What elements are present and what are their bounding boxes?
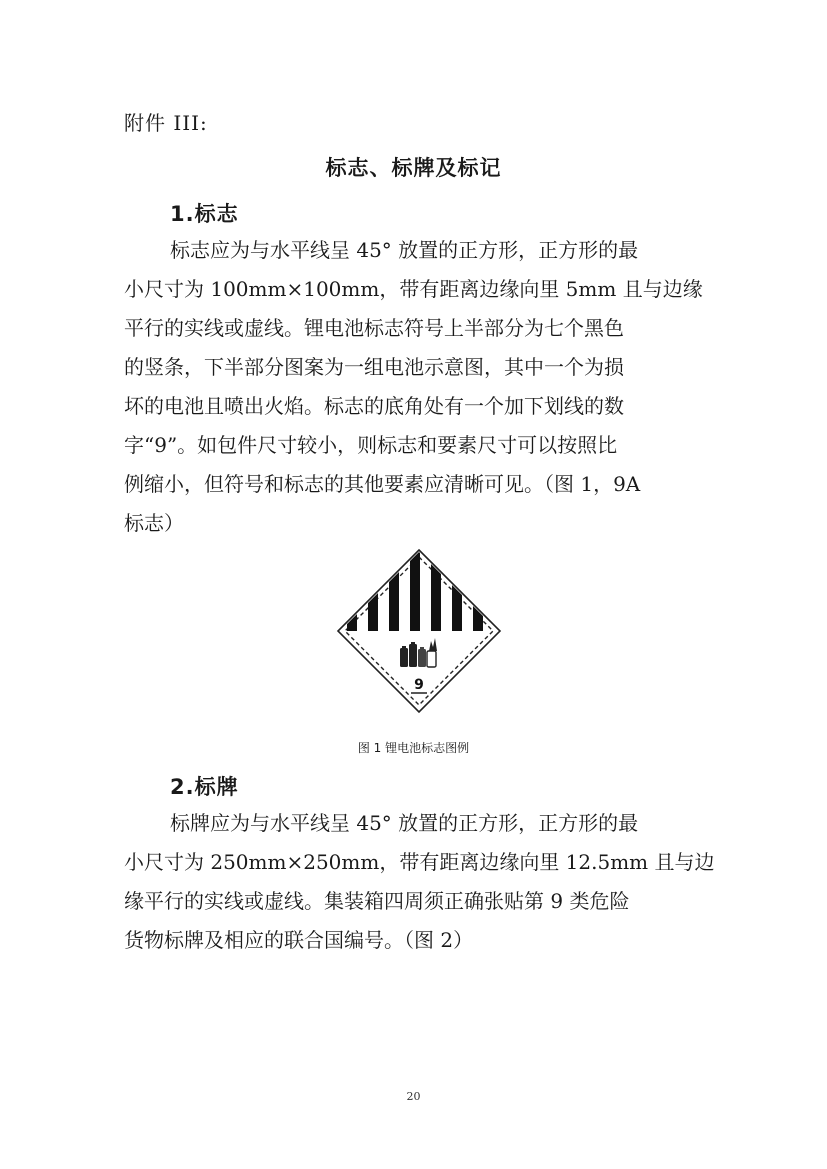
section-1-heading: 1.标志: [170, 202, 239, 226]
paragraph-line: 缘平行的实线或虚线。集装箱四周须正确张贴第 9 类危险: [124, 889, 630, 913]
page-title: 标志、标牌及标记: [325, 156, 502, 180]
figure-caption: 图 1 锂电池标志图例: [357, 741, 470, 755]
paragraph-line: 坏的电池且喷出火焰。标志的底角处有一个加下划线的数: [124, 394, 624, 418]
section-2-paragraph: [124, 804, 715, 960]
section-1-paragraph: [124, 231, 703, 543]
paragraph-line: 标志应为与水平线呈 45° 放置的正方形，正方形的最: [170, 238, 639, 262]
paragraph-line: 小尺寸为 100mm×100mm，带有距离边缘向里 5mm 且与边缘: [124, 277, 703, 301]
annex-label: 附件 III:: [124, 111, 208, 135]
paragraph-line: 标牌应为与水平线呈 45° 放置的正方形，正方形的最: [170, 811, 639, 835]
paragraph-line: 平行的实线或虚线。锂电池标志符号上半部分为七个黑色: [124, 316, 624, 340]
lithium-battery-hazard-label: [336, 548, 502, 714]
class-number: 9: [414, 677, 424, 693]
paragraph-line: 字“9”。如包件尺寸较小，则标志和要素尺寸可以按照比: [124, 433, 618, 457]
page-number: 20: [406, 1090, 421, 1103]
paragraph-line: 小尺寸为 250mm×250mm，带有距离边缘向里 12.5mm 且与边: [124, 850, 715, 874]
paragraph-line: 标志）: [124, 511, 184, 535]
section-2-heading: 2.标牌: [170, 775, 239, 799]
paragraph-line: 例缩小，但符号和标志的其他要素应清晰可见。（图 1，9A: [124, 472, 641, 496]
paragraph-line: 的竖条，下半部分图案为一组电池示意图，其中一个为损: [124, 355, 624, 379]
paragraph-line: 货物标牌及相应的联合国编号。（图 2）: [124, 928, 474, 952]
